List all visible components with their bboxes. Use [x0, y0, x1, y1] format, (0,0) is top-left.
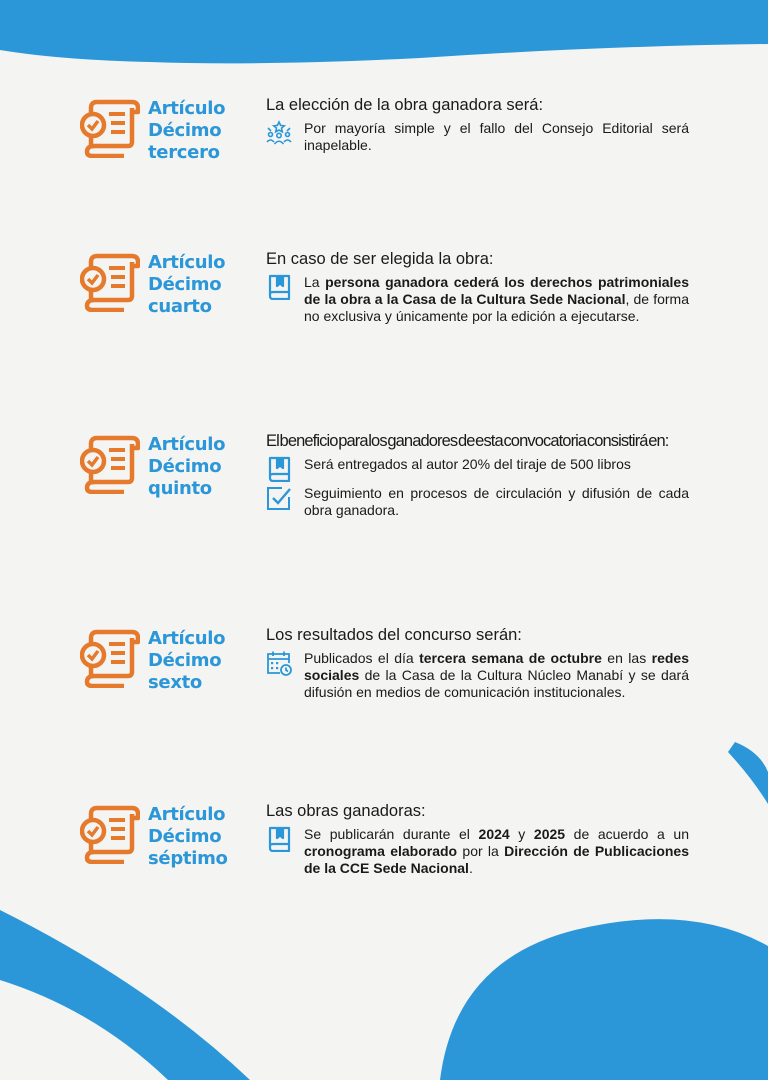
- item-text: [304, 826, 689, 876]
- text-run: por la: [457, 843, 505, 859]
- item-text: [304, 650, 689, 700]
- bottom-right-swoosh: [440, 919, 768, 1080]
- team-award-icon: [266, 120, 292, 146]
- bold-text-run: 2025: [533, 826, 566, 842]
- article-title: Artículo Décimo quinto: [148, 434, 226, 499]
- text-run: en las: [601, 650, 652, 666]
- item-text: [304, 274, 689, 324]
- article-title: Artículo Décimo séptimo: [148, 804, 228, 869]
- text-run: .: [468, 860, 473, 876]
- text-run: de acuerdo a un: [565, 826, 690, 842]
- bold-text-run: persona ganadora cederá los derechos patrimoniales de la obra a la Casa de la Cultura Sede Nacional: [304, 274, 689, 307]
- article-item: [266, 274, 689, 325]
- article-heading: La elección de la obra ganadora será:: [266, 96, 544, 114]
- text-run: Por mayoría simple y el fallo del Consejo Editorial será inapelable.: [304, 120, 689, 153]
- article-item: [266, 120, 689, 154]
- article-item: [266, 456, 689, 473]
- article-title: Artículo Décimo cuarto: [148, 252, 226, 317]
- article-item: [266, 485, 689, 519]
- article-heading: Las obras ganadoras:: [266, 802, 426, 820]
- text-run: , de forma no exclusiva y únicamente por la edición a ejecutarse.: [304, 291, 689, 324]
- document-check-icon: [80, 96, 140, 158]
- text-run: y: [509, 826, 534, 842]
- checkbox-icon: [266, 485, 292, 511]
- bottom-left-swoosh: [0, 910, 250, 1080]
- bold-text-run: Dirección de Publicaciones de la CCE Sede Nacional: [304, 843, 689, 876]
- text-run: Será entregados al autor 20% del tiraje de 500 libros: [304, 456, 631, 472]
- article-heading: En caso de ser elegida la obra:: [266, 250, 494, 268]
- top-brush-stroke: [0, 0, 768, 63]
- text-run: Publicados el día: [304, 650, 420, 666]
- document-check-icon: [80, 250, 140, 312]
- text-run: Seguimiento en procesos de circulación y difusión de cada obra ganadora.: [304, 485, 689, 518]
- book-icon: [266, 456, 292, 482]
- bold-text-run: tercera semana de octubre: [419, 650, 602, 666]
- text-run: de la Casa de la Cultura Núcleo Manabí y se dará difusión en medios de comunicación institucionales.: [304, 667, 689, 700]
- item-text: [304, 120, 689, 153]
- calendar-clock-icon: [266, 650, 292, 676]
- article-heading: Los resultados del concurso serán:: [266, 626, 522, 644]
- item-text: [304, 485, 689, 518]
- book-icon: [266, 826, 292, 852]
- article-heading: El beneficio para los ganadores de esta convocatoria consistirá en:: [266, 432, 669, 450]
- article-item: [266, 650, 689, 701]
- bold-text-run: redes sociales: [304, 650, 689, 683]
- bold-text-run: 2024: [478, 826, 510, 842]
- article-item: [266, 826, 689, 877]
- article-title: Artículo Décimo sexto: [148, 628, 226, 693]
- text-run: La: [304, 274, 326, 290]
- document-check-icon: [80, 432, 140, 494]
- document-check-icon: [80, 626, 140, 688]
- document-check-icon: [80, 802, 140, 864]
- book-icon: [266, 274, 292, 300]
- article-title: Artículo Décimo tercero: [148, 98, 226, 163]
- right-brush-stroke: [728, 742, 768, 804]
- bold-text-run: cronograma elaborado: [304, 843, 458, 859]
- item-text: [304, 456, 631, 472]
- text-run: Se publicarán durante el: [304, 826, 479, 842]
